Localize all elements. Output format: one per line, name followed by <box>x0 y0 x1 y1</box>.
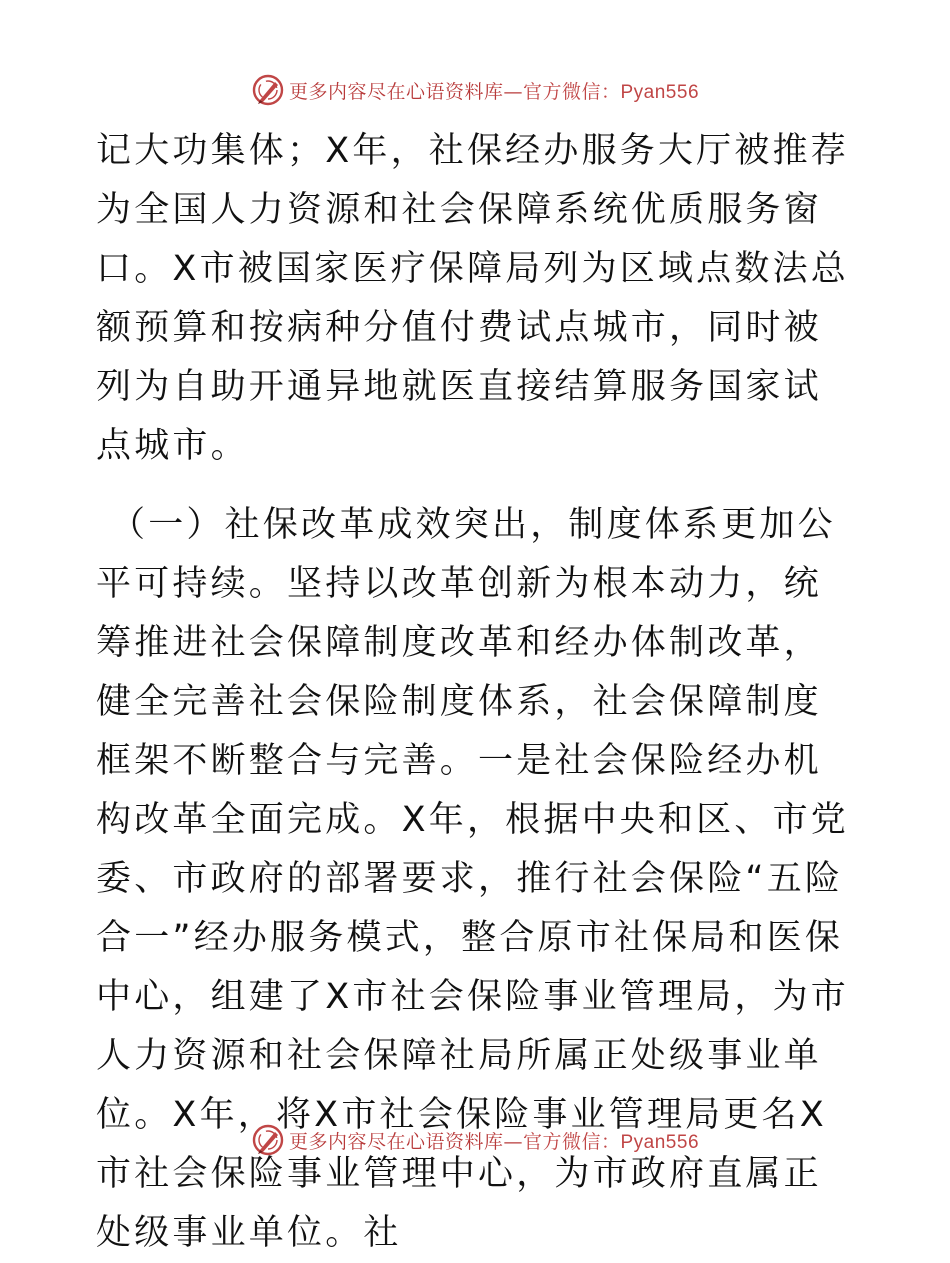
footer-banner-contact: 官方微信：Pyan556 <box>523 1131 700 1153</box>
header-banner-separator: — <box>503 80 523 103</box>
paragraph-1: 记大功集体；X年，社保经办服务大厅被推荐为全国人力资源和社会保障系统优质服务窗口。X市被国家医疗保障局列为区域点数法总额预算和按病种分值付费试点城市，同时被列为自助开通异地就医直接结算服务国家试点城市。 <box>96 131 849 466</box>
pen-logo-icon <box>251 1123 285 1157</box>
paragraph-2: （一）社保改革成效突出，制度体系更加公平可持续。坚持以改革创新为根本动力，统筹推进社会保障制度改革和经办体制改革，健全完善社会保险制度体系，社会保障制度框架不断整合与完善。一是社会保险经办机构改革全面完成。X年，根据中央和区、市党委、市政府的部署要求，推行社会保险“五险合一”经办服务模式，整合原市社保局和医保中心，组建了X市社会保险事业管理局，为市人力资源和社会保障社局所属正处级事业单位。X年，将X市社会保险事业管理局更名X市社会保险事业管理中心，为市政府直属正处级事业单位。社 <box>96 505 849 1253</box>
header-banner <box>0 70 950 110</box>
header-banner-title: 更多内容尽在心语资料库 <box>288 80 504 103</box>
header-banner-contact: 官方微信：Pyan556 <box>523 81 700 103</box>
footer-banner-title: 更多内容尽在心语资料库 <box>288 1130 504 1153</box>
footer-banner <box>0 1120 950 1160</box>
pen-logo-icon <box>251 73 285 107</box>
document-body <box>96 122 856 1263</box>
header-banner-text <box>289 77 699 104</box>
footer-banner-text <box>289 1127 699 1154</box>
footer-banner-separator: — <box>503 1130 523 1153</box>
